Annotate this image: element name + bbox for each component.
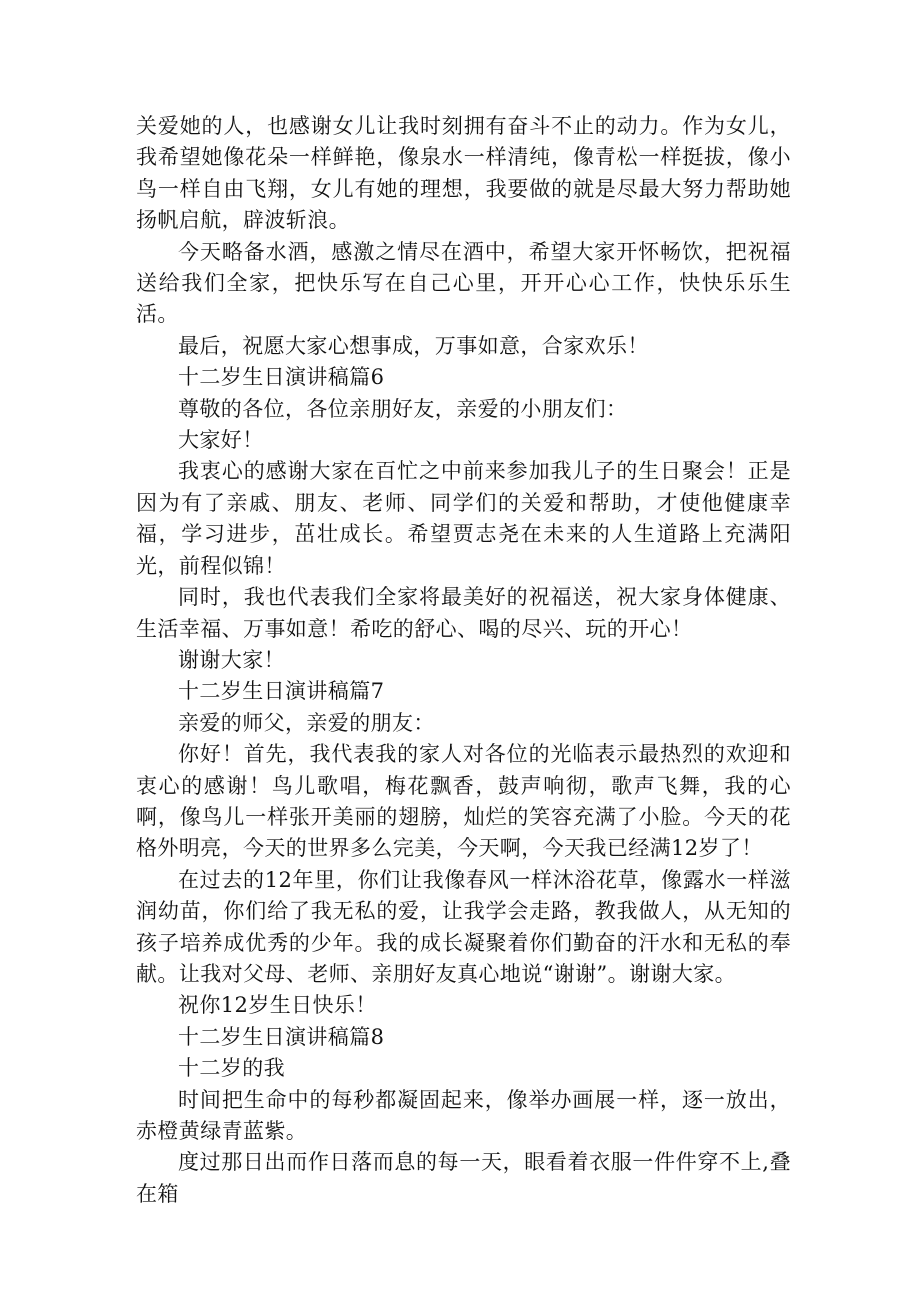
body-paragraph: 祝你12岁生日快乐！ xyxy=(178,993,377,1018)
section-heading: 十二岁生日演讲稿篇7 xyxy=(178,679,385,704)
body-paragraph: 同时，我也代表我们全家将最美好的祝福送，祝大家身体健康、生活幸福、万事如意！希吃的舒心、喝的尽兴、玩的开心！ xyxy=(136,585,791,641)
body-paragraph: 谢谢大家！ xyxy=(178,647,285,672)
body-paragraph: 十二岁的我 xyxy=(178,1056,285,1081)
body-paragraph: 时间把生命中的每秒都凝固起来，像举办画展一样，逐一放出，赤橙黄绿青蓝紫。 xyxy=(136,1087,791,1143)
body-paragraph: 大家好！ xyxy=(178,428,264,453)
section-heading: 十二岁生日演讲稿篇8 xyxy=(178,1024,385,1049)
body-paragraph: 最后，祝愿大家心想事成，万事如意，合家欢乐！ xyxy=(178,333,649,358)
body-paragraph: 你好！首先，我代表我的家人对各位的光临表示最热烈的欢迎和衷心的感谢！鸟儿歌唱，梅花飘香，鼓声响彻，歌声飞舞，我的心啊，像鸟儿一样张开美丽的翅膀，灿烂的笑容充满了小脸。今天的花格外明亮，今天的世界多么完美，今天啊，今天我已经满12岁了！ xyxy=(136,742,791,861)
body-paragraph: 关爱她的人，也感谢女儿让我时刻拥有奋斗不止的动力。作为女儿，我希望她像花朵一样鲜艳，像泉水一样清纯，像青松一样挺拔，像小鸟一样自由飞翔，女儿有她的理想，我要做的就是尽最大努力帮助她扬帆启航，辟波斩浪。 xyxy=(136,114,791,233)
document-page xyxy=(136,111,791,1210)
body-paragraph: 我衷心的感谢大家在百忙之中前来参加我儿子的生日聚会！正是因为有了亲戚、朋友、老师、同学们的关爱和帮助，才使他健康幸福，学习进步，茁壮成长。希望贾志尧在未来的人生道路上充满阳光，前程似锦！ xyxy=(136,459,791,578)
body-paragraph: 度过那日出而作日落而息的每一天，眼看着衣服一件件穿不上,叠在箱 xyxy=(136,1150,791,1206)
body-paragraph: 尊敬的各位，各位亲朋好友，亲爱的小朋友们： xyxy=(178,396,628,421)
body-paragraph: 在过去的12年里，你们让我像春风一样沐浴花草，像露水一样滋润幼苗，你们给了我无私的爱，让我学会走路，教我做人，从无知的孩子培养成优秀的少年。我的成长凝聚着你们勤奋的汗水和无私的奉献。让我对父母、老师、亲朋好友真心地说“谢谢”。谢谢大家。 xyxy=(136,867,791,986)
body-paragraph: 亲爱的师父，亲爱的朋友： xyxy=(178,710,435,735)
section-heading: 十二岁生日演讲稿篇6 xyxy=(178,365,385,390)
body-paragraph: 今天略备水酒，感激之情尽在酒中，希望大家开怀畅饮，把祝福送给我们全家，把快乐写在自己心里，开开心心工作，快快乐乐生活。 xyxy=(136,239,791,327)
